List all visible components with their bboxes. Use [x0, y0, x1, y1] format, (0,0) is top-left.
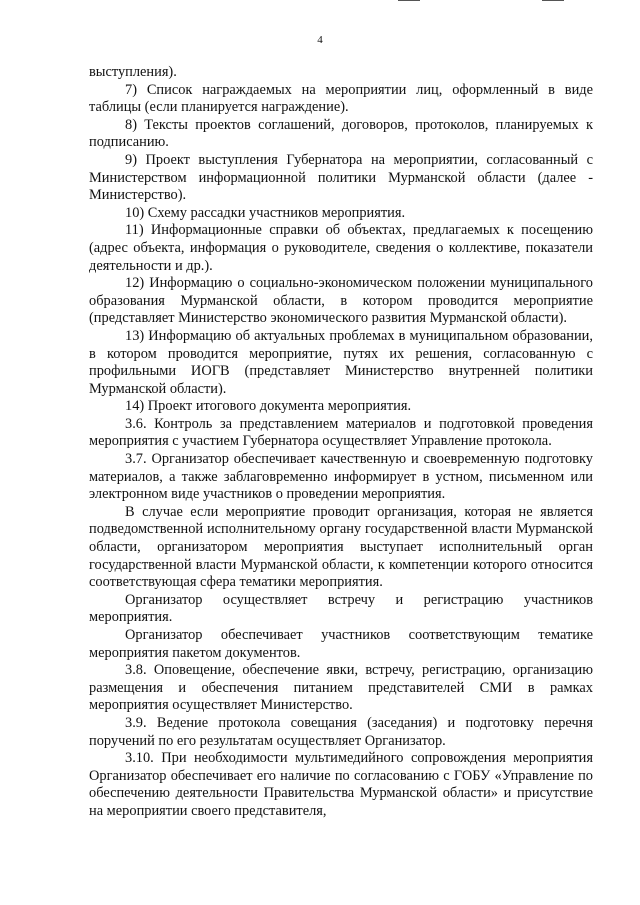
- top-rule-right: [542, 0, 564, 1]
- paragraph: 3.9. Ведение протокола совещания (заседания) и подготовку перечня поручений по его результатам осуществляет Организатор.: [89, 714, 593, 749]
- paragraph: 3.8. Оповещение, обеспечение явки, встречу, регистрацию, организацию размещения и обеспечения питанием представителей СМИ в рамках мероприятия осуществляет Министерство.: [89, 662, 593, 714]
- paragraph: 14) Проект итогового документа мероприятия.: [125, 398, 412, 415]
- paragraph: 12) Информацию о социально-экономическом положении муниципального образования Мурманской области, в котором проводится мероприятие (представляет Министерство экономического развития Мурманской области).: [89, 275, 593, 327]
- page-number: 4: [317, 34, 323, 46]
- paragraph: 10) Схему рассадки участников мероприятия.: [125, 204, 406, 221]
- top-rule-left: [398, 0, 420, 1]
- paragraph: 8) Тексты проектов соглашений, договоров, протоколов, планируемых к подписанию.: [89, 116, 593, 151]
- paragraph: В случае если мероприятие проводит организация, которая не является подведомственной исполнительному органу государственной власти Мурманской области, организатором мероприятия выступает исполнительный орган государственной власти Мурманской области, к компетенции которого относится соответствующая сфера тематики мероприятия.: [89, 503, 593, 591]
- paragraph: 11) Информационные справки об объектах, предлагаемых к посещению (адрес объекта, информация о руководителе, сведения о коллективе, показатели деятельности и др.).: [89, 222, 593, 274]
- paragraph: 3.6. Контроль за представлением материалов и подготовкой проведения мероприятия с участием Губернатора осуществляет Управление протокола.: [89, 415, 593, 450]
- document-body: [89, 64, 593, 821]
- paragraph: 7) Список награждаемых на мероприятии лиц, оформленный в виде таблицы (если планируется награждение).: [89, 81, 593, 116]
- paragraph: Организатор обеспечивает участников соответствующим тематике мероприятия пакетом документов.: [89, 627, 593, 661]
- paragraph: 3.10. При необходимости мультимедийного сопровождения мероприятия Организатор обеспечивает его наличие по согласованию с ГОБУ «Управление по обеспечению деятельности Правительства Мурманской области» и присутствие на мероприятии своего представителя,: [89, 750, 593, 819]
- paragraph: 13) Информацию об актуальных проблемах в муниципальном образовании, в котором проводится мероприятие, путях их решения, согласованную с профильными ИОГВ (представляет Министерство внутренней политики Мурманской области).: [89, 327, 593, 397]
- paragraph: 9) Проект выступления Губернатора на мероприятии, согласованный с Министерством информационной политики Мурманской области (далее - Министерство).: [89, 151, 593, 204]
- paragraph: 3.7. Организатор обеспечивает качественную и своевременную подготовку материалов, а также заблаговременно информирует в устном, письменном или электронном виде участников о проведении мероприятия.: [89, 451, 593, 503]
- paragraph: выступления).: [89, 64, 177, 80]
- paragraph: Организатор осуществляет встречу и регистрацию участников мероприятия.: [89, 591, 593, 626]
